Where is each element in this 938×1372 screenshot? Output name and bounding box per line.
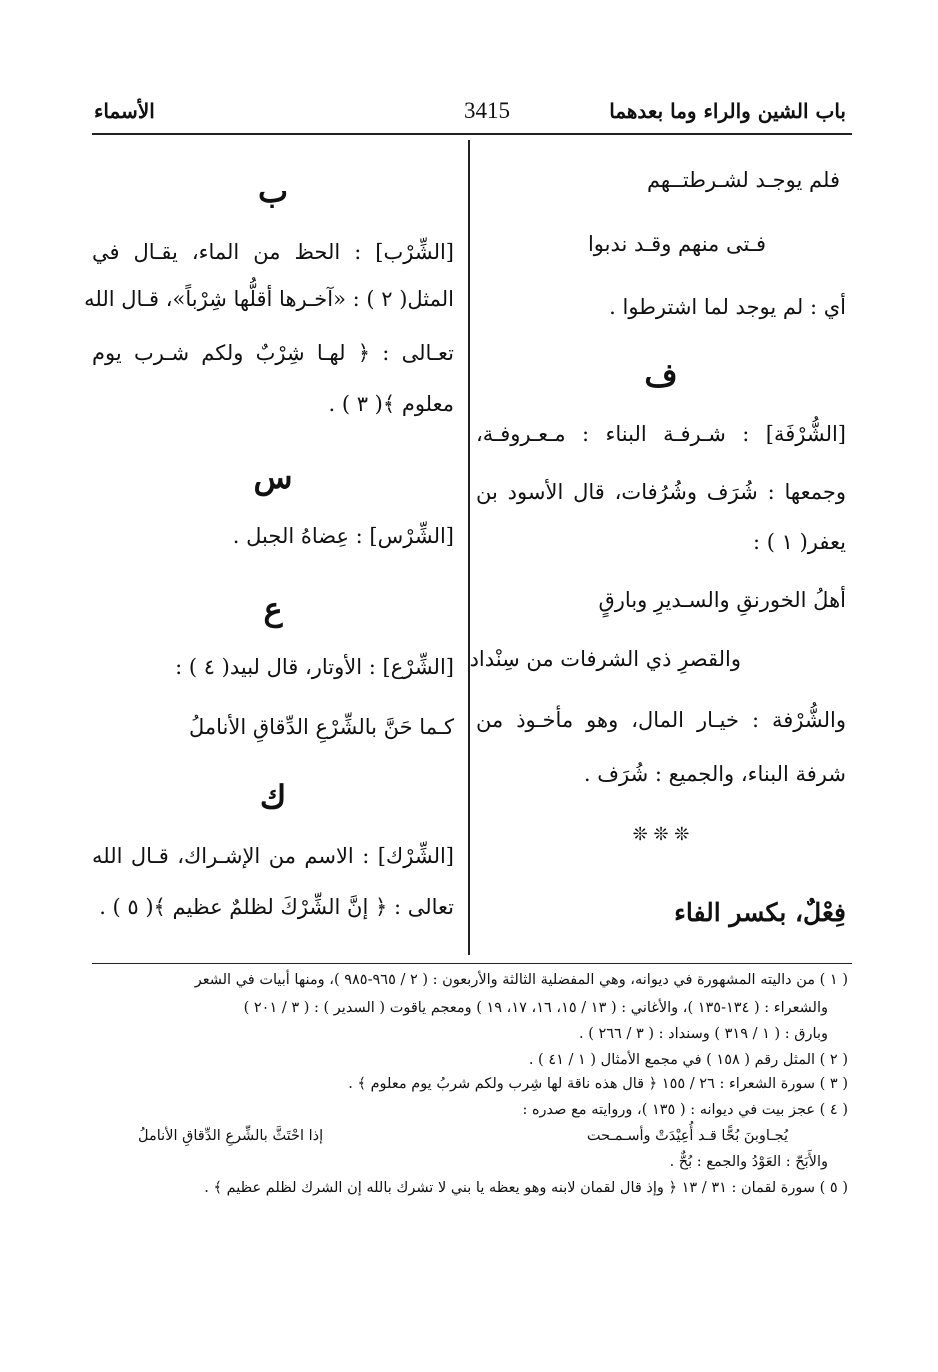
verse-line: فلم يوجـد لشـرطتــهم: [646, 168, 840, 192]
footnote-1-cont: وبارق : ( ١ / ٣١٩ ) وسنداد : ( ٣ / ٢٦٦ ) .: [579, 1026, 828, 1042]
verse-line: كـما حَنَّ بالشِّرْعِ الدِّقاقِ الأناملُ: [188, 715, 454, 739]
footnote-1: ( ١ ) من داليته المشهورة في ديوانه، وهي المفضلية الثالثة والأربعون : ( ٢ / ٩٦٥-٩٨٥ )، ومنها أبيات في الشعر: [194, 972, 848, 988]
entry-line: [الشِّرْب] : الحظ من الماء، يقـال في: [92, 240, 454, 264]
footnote-4: ( ٤ ) عجز بيت في ديوانه : ( ١٣٥ )، وروايته مع صدره :: [522, 1102, 848, 1118]
entry-line: [الشِّرْس] : عِضاهُ الجبل .: [232, 524, 454, 548]
section-separator: ❊ ❊ ❊: [632, 824, 690, 845]
header-rule: [92, 133, 852, 135]
entry-line: تعالى : ﴿ إنَّ الشِّرْكَ لظلمٌ عظيم ﴾( ٥ ) .: [99, 895, 454, 919]
footnote-rule: [92, 963, 852, 964]
section-heading: فِعْلٌ، بكسر الفاء: [674, 898, 846, 927]
verse-line: فـتى منهم وقـد ندبوا: [587, 232, 766, 256]
text-line: أي : لم يوجد لما اشترطوا .: [609, 295, 846, 319]
footnote-3: ( ٣ ) سورة الشعراء : ٢٦ / ١٥٥ ﴿ قال هذه ناقة لها شِرب ولكم شربُ يوم معلوم ﴾ .: [348, 1076, 848, 1092]
footnote-verse-first-half: يُجـاوبنَ بُحًّا قـد أُعِيْدَتْ وأسـمـحت: [586, 1128, 788, 1144]
entry-line: [الشِّرْع] : الأوتار، قال لبيد( ٤ ) :: [175, 655, 454, 679]
entry-line: المثل( ٢ ) : «آخـرها أقلُّها شِرْباً»، قـال الله: [84, 287, 454, 311]
entry-line: وجمعها : شُرَف وشُرُفات، قال الأسود بن: [476, 480, 846, 504]
footnote-verse-second-half: إذا احْتَثَّ بالشِّرعِ الدِّقاقِ الأناملُ: [138, 1128, 324, 1144]
entry-line: [الشُّرْفَة] : شـرفـة البناء : مـعـروفـة،: [476, 422, 846, 446]
entry-line: شرفة البناء، والجميع : شُرَف .: [583, 762, 846, 786]
footnote-4-gloss: والأَبَحّ : العَوْدُ والجمع : بُحٌّ .: [669, 1154, 828, 1170]
letter-heading-fa: ف: [644, 356, 678, 394]
entry-line: يعفر( ١ ) :: [753, 530, 846, 554]
verse-line: والقصرِ ذي الشرفات من سِنْداد: [469, 647, 741, 671]
footnote-5: ( ٥ ) سورة لقمان : ٣١ / ١٣ ﴿ وإذ قال لقمان لابنه وهو يعظه يا بني لا تشرك بالله إن الشرك لظلم عظيم ﴾ .: [204, 1180, 848, 1196]
footnote-1-cont: والشعراء : ( ١٣٤-١٣٥ )، والأغاني : ( ١٣ / ١٥، ١٦، ١٧، ١٩ ) ومعجم ياقوت ( السدير ) : ( ٣ / ٢٠١ ): [243, 1000, 828, 1016]
verse-line: أهلُ الخورنقِ والسـديرِ وبارقٍ: [598, 588, 846, 612]
footnote-2: ( ٢ ) المثل رقم ( ١٥٨ ) في مجمع الأمثال ( ١ / ٤١ ) .: [528, 1052, 848, 1068]
entry-line: والشُّرْفة : خيـار المال، وهو مأخـوذ من: [476, 708, 846, 732]
running-header-section: الأسماء: [94, 99, 155, 123]
entry-line: تعـالى : ﴿ لهـا شِرْبٌ ولكم شـرب يوم: [92, 341, 454, 365]
letter-heading-sin: س: [253, 458, 293, 496]
column-divider: [468, 140, 470, 955]
letter-heading-ain: ع: [263, 590, 283, 628]
entry-line: معلوم ﴾( ٣ ) .: [328, 392, 454, 416]
entry-line: [الشِّرْك] : الاسم من الإشـراك، قـال الله: [92, 844, 454, 868]
letter-heading-ba: ب: [257, 172, 289, 210]
page-number: 3415: [464, 98, 510, 123]
letter-heading-kaf: ك: [259, 778, 287, 816]
running-header-chapter: باب الشين والراء وما بعدهما: [609, 99, 846, 123]
